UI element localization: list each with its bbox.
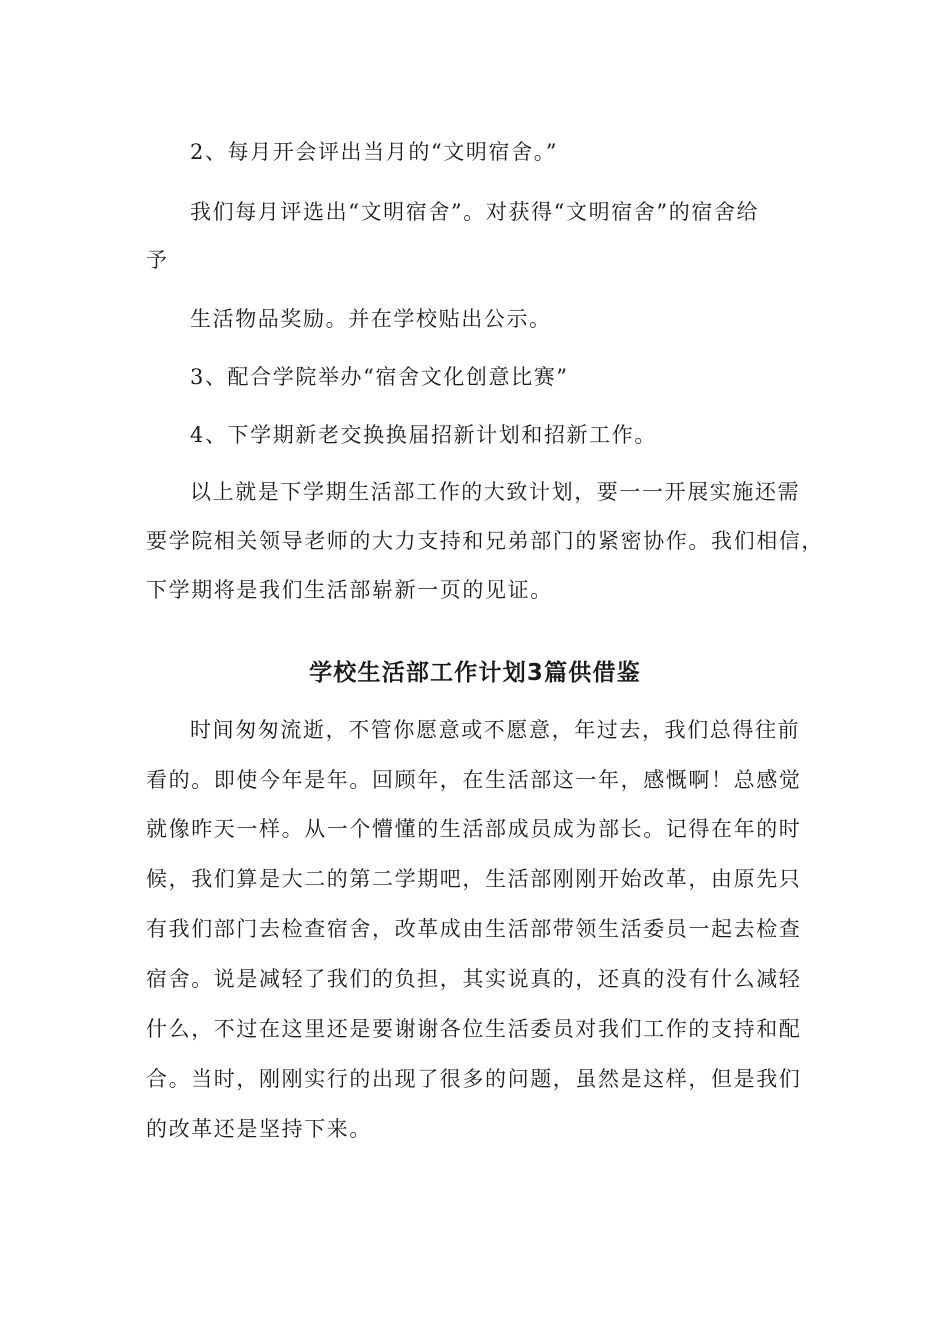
paragraph-line: 以上就是下学期生活部工作的大致计划，要一一开展实施还需 bbox=[190, 480, 801, 504]
paragraph-line: 候，我们算是大二的第二学期吧，生活部刚刚开始改革，由原先只 bbox=[146, 867, 802, 891]
paragraph-line: 的改革还是坚持下来。 bbox=[146, 1117, 372, 1141]
paragraph-line: 生活物品奖励。并在学校贴出公示。 bbox=[190, 307, 552, 331]
list-item-2: 2、每月开会评出当月的“文明宿舍。” bbox=[190, 140, 559, 164]
paragraph-line: 什么，不过在这里还是要谢谢各位生活委员对我们工作的支持和配 bbox=[146, 1017, 802, 1041]
paragraph-line: 看的。即使今年是年。回顾年，在生活部这一年，感慨啊！总感觉 bbox=[146, 768, 802, 792]
paragraph-line: 有我们部门去检查宿舍，改革成由生活部带领生活委员一起去检查 bbox=[146, 917, 802, 941]
paragraph-line: 合。当时，刚刚实行的出现了很多的问题，虽然是这样，但是我们 bbox=[146, 1067, 802, 1091]
section-title: 学校生活部工作计划3篇供借鉴 bbox=[309, 660, 641, 686]
list-item-4: 4、下学期新老交换换届招新计划和招新工作。 bbox=[190, 423, 657, 447]
paragraph-line: 要学院相关领导老师的大力支持和兄弟部门的紧密协作。我们相信， bbox=[146, 529, 824, 553]
paragraph-line: 宿舍。说是减轻了我们的负担，其实说真的，还真的没有什么减轻 bbox=[146, 967, 802, 991]
paragraph-line: 我们每月评选出“文明宿舍”。对获得“文明宿舍”的宿舍给 bbox=[190, 200, 760, 224]
list-item-3: 3、配合学院举办“宿舍文化创意比赛” bbox=[190, 365, 569, 389]
paragraph-line: 时间匆匆流逝，不管你愿意或不愿意，年过去，我们总得往前 bbox=[190, 718, 801, 742]
paragraph-line: 下学期将是我们生活部崭新一页的见证。 bbox=[146, 578, 553, 602]
paragraph-line: 予 bbox=[146, 248, 169, 272]
paragraph-line: 就像昨天一样。从一个懵懂的生活部成员成为部长。记得在年的时 bbox=[146, 817, 802, 841]
